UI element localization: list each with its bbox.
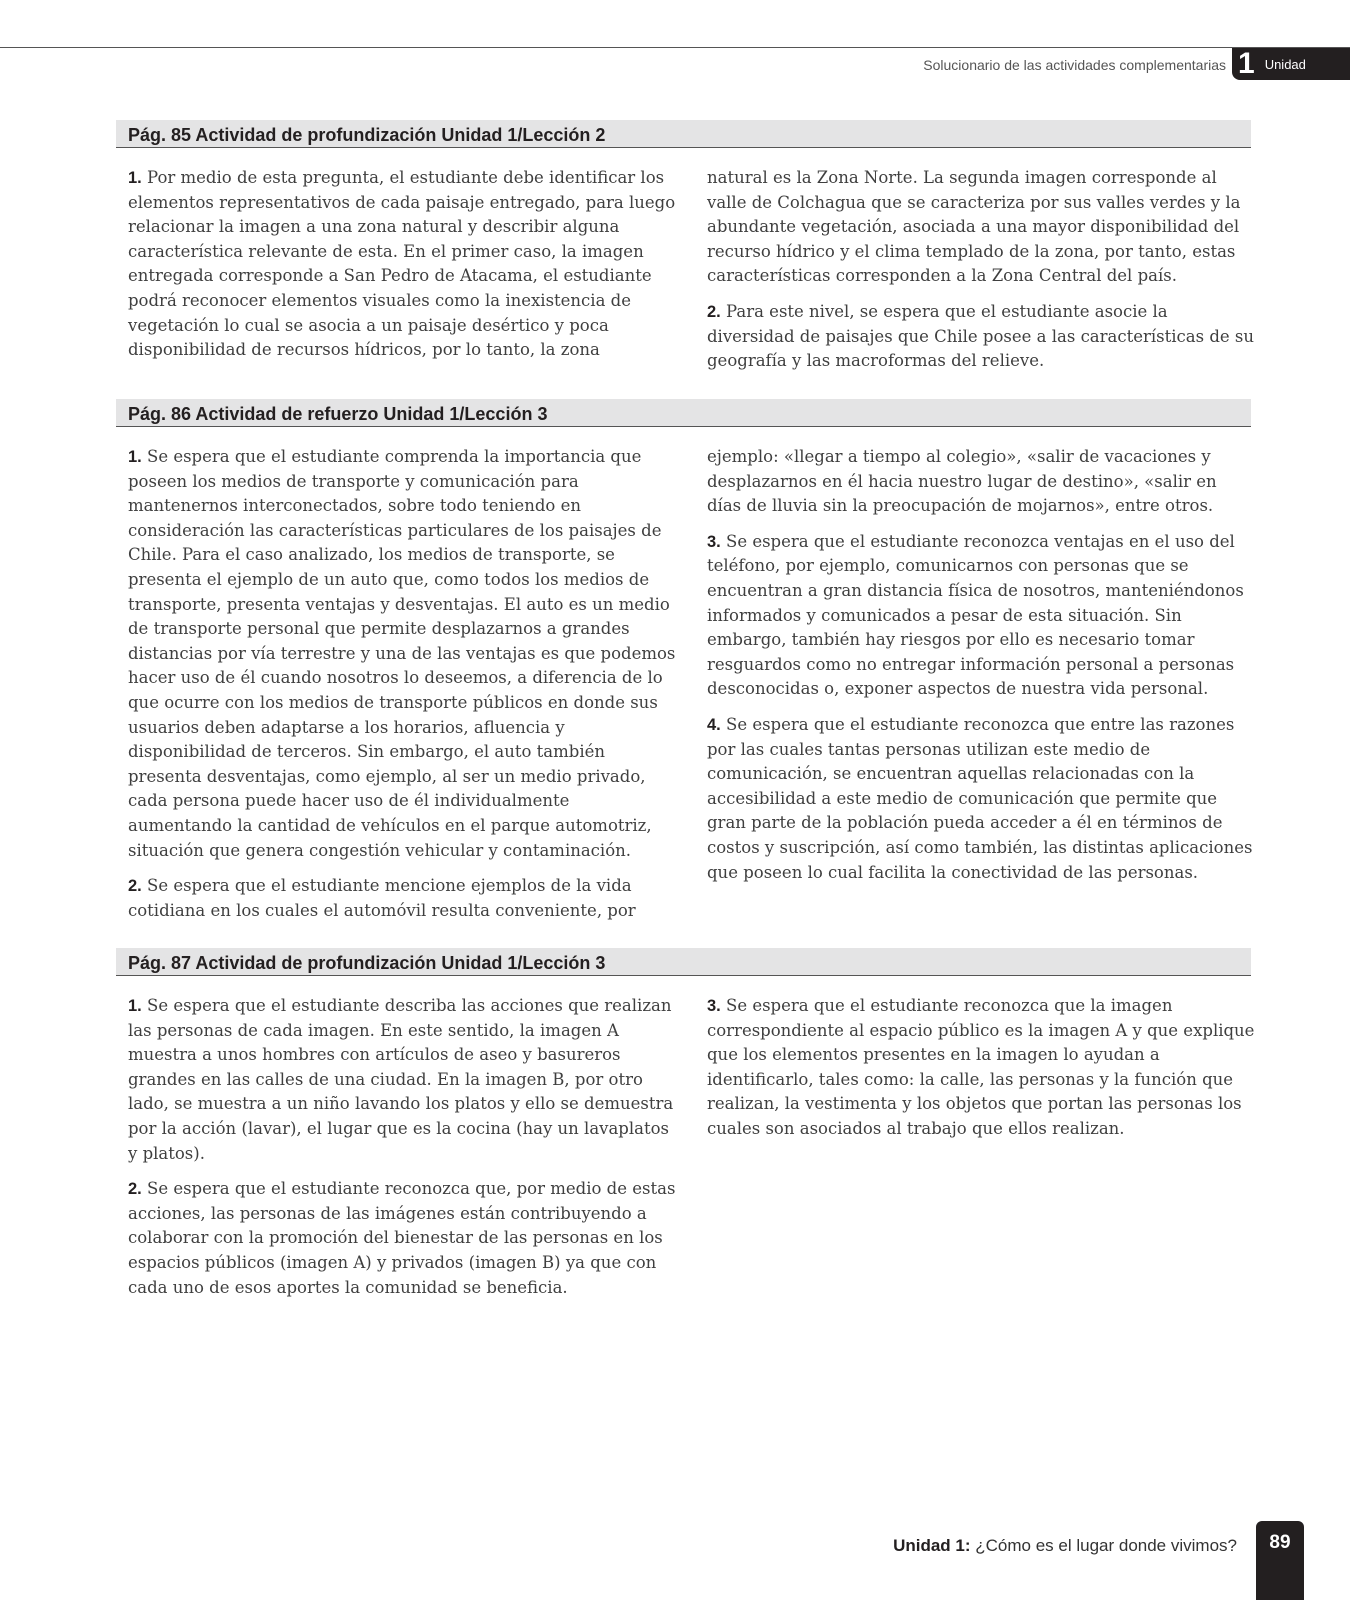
paragraph [128,994,676,1166]
paragraph [707,300,1255,374]
paragraph-text: natural es la Zona Norte. La segunda imagen corresponde al valle de Colchagua que se caracteriza por sus valles verdes y la abundante vegetación, asociada a una mayor disponibilidad del recurso hídrico y el clima templado de la zona, por tanto, estas características corresponden a la Zona Central del país. [707,168,1241,286]
item-number: 1. [128,997,142,1015]
paragraph [128,1177,676,1300]
paragraph-text: Se espera que el estudiante reconozca que entre las razones por las cuales tantas personas utilizan este medio de comunicación, se encuentran aquellas relacionadas con la accesibilidad a este medio de comunicación que permite que gran parte de la población pueda acceder a él en términos de costos y suscripción, así como también, las distintas aplicaciones que poseen lo cual facilita la conectividad de las personas. [707,714,1253,882]
section-3-right-column [707,994,1255,1153]
section-1-right-column [707,166,1255,385]
paragraph-text: Se espera que el estudiante comprenda la importancia que poseen los medios de transporte y comunicación para mantenernos interconectados, sobre todo teniendo en consideración las características particulares de los paisajes de Chile. Para el caso analizado, los medios de transporte, se presenta el ejemplo de un auto que, como todos los medios de transporte, presenta ventajas y desventajas. El auto es un medio de transporte personal que permite desplazarnos a grandes distancias por vía terrestre y una de las ventajas es que podemos hacer uso de él cuando nosotros lo deseemos, a diferencia de lo que ocurre con los medios de transporte públicos en donde sus usuarios deben adaptarse a los horarios, afluencia y disponibilidad de terceros. Sin embargo, el auto también presenta desventajas, como ejemplo, al ser un medio privado, cada persona puede hacer uso de él individualmente aumentando la cantidad de vehículos en el parque automotriz, situación que genera congestión vehicular y contaminación. [128,447,676,860]
paragraph [128,166,676,363]
paragraph-text: Se espera que el estudiante mencione ejemplos de la vida cotidiana en los cuales el automóvil resulta conveniente, por [128,876,636,920]
item-number: 1. [128,169,142,187]
paragraph-text: Se espera que el estudiante describa las acciones que realizan las personas de cada imagen. En este sentido, la imagen A muestra a unos hombres con artículos de aseo y basureros grandes en las calles de una ciudad. En la imagen B, por otro lado, se muestra a un niño lavando los platos y ello se demuestra por la acción (lavar), el lugar que es la cocina (hay un lavaplatos y platos). [128,996,674,1163]
item-number: 3. [707,532,721,551]
paragraph [707,166,1255,289]
paragraph [128,874,676,923]
page-number: 89 [1256,1521,1304,1600]
footer-unit-label: Unidad 1: [893,1536,971,1555]
item-number: 3. [707,997,721,1015]
paragraph [128,445,676,863]
footer-unit-name: ¿Cómo es el lugar donde vivimos? [970,1536,1237,1555]
section-3-left-column [128,994,676,1311]
section-heading-pag-87: Pág. 87 Actividad de profundización Unidad 1/Lección 3 [116,948,1251,976]
item-number: 2. [128,1180,142,1199]
item-number: 4. [707,715,721,734]
paragraph [707,713,1255,885]
paragraph-text: Se espera que el estudiante reconozca que, por medio de estas acciones, las personas de las imágenes están contribuyendo a colaborar con la promoción del bienestar de las personas en los espacios públicos (imagen A) y privados (imagen B) ya que con cada uno de esos aportes la comunidad se beneficia. [128,1179,676,1297]
unit-tab [1232,48,1350,80]
unit-number: 1 [1238,47,1255,80]
footer-unit-title [893,1536,1237,1556]
item-number: 1. [128,448,142,466]
paragraph-text: Por medio de esta pregunta, el estudiante debe identificar los elementos representativos de cada paisaje entregado, para luego relacionar la imagen a una zona natural y describir alguna característica relevante de esta. En el primer caso, la imagen entregada corresponde a San Pedro de Atacama, el estudiante podrá reconocer elementos visuales como la inexistencia de vegetación lo cual se asocia a un paisaje desértico y poca disponibilidad de recursos hídricos, por lo tanto, la zona [128,168,676,360]
paragraph [707,994,1255,1142]
header-rule [0,47,1350,48]
paragraph-text: Para este nivel, se espera que el estudiante asocie la diversidad de paisajes que Chile posee a las características de su geografía y las macroformas del relieve. [707,301,1255,371]
section-heading-pag-86: Pág. 86 Actividad de refuerzo Unidad 1/Lección 3 [116,399,1251,427]
paragraph [707,445,1255,519]
running-header: Solucionario de las actividades complementarias [923,57,1226,73]
paragraph-text: ejemplo: «llegar a tiempo al colegio», «salir de vacaciones y desplazarnos en él hacia nuestro lugar de destino», «salir en días de lluvia sin la preocupación de mojarnos», entre otros. [707,447,1217,516]
section-2-right-column [707,445,1255,896]
section-heading-pag-85: Pág. 85 Actividad de profundización Unidad 1/Lección 2 [116,120,1251,148]
unit-label: Unidad [1264,56,1306,72]
section-1-left-column [128,166,676,374]
paragraph-text: Se espera que el estudiante reconozca ventajas en el uso del teléfono, por ejemplo, comunicarnos con personas que se encuentran a gran distancia física de nosotros, manteniéndonos informados y comunicados a pesar de esta situación. Sin embargo, también hay riesgos por ello es necesario tomar resguardos como no entregar información personal a personas desconocidas o, exponer aspectos de nuestra vida personal. [707,531,1244,699]
section-2-left-column [128,445,676,934]
item-number: 2. [128,877,142,896]
item-number: 2. [707,302,721,321]
paragraph [707,530,1255,702]
paragraph-text: Se espera que el estudiante reconozca que la imagen correspondiente al espacio público es la imagen A y que explique que los elementos presentes en la imagen lo ayudan a identificarlo, tales como: la calle, las personas y la función que realizan, la vestimenta y los objetos que portan las personas los cuales son asociados al trabajo que ellos realizan. [707,996,1255,1138]
